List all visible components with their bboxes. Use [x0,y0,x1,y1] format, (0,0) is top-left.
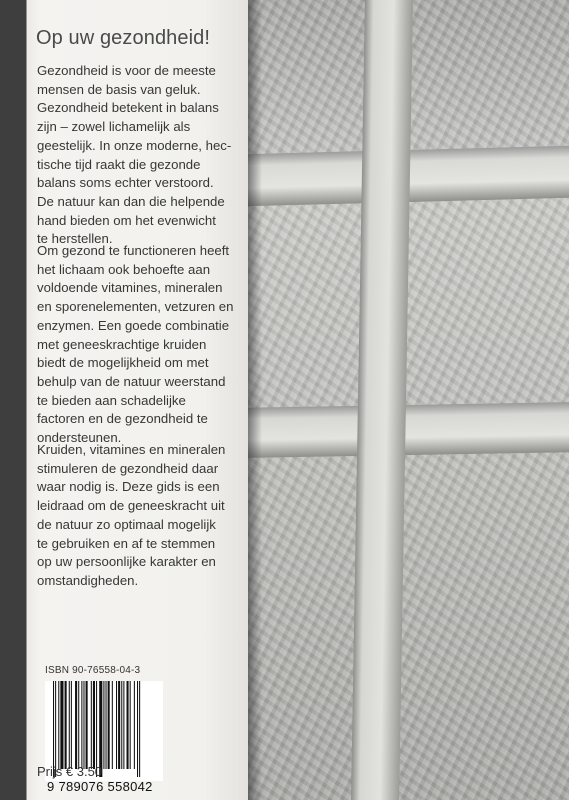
text-panel [0,0,248,800]
text-line: geestelijk. In onze moderne, hec- [37,137,232,153]
text-line: Gezondheid betekent in balans [37,100,219,116]
text-line: Om gezond te functioneren heeft [37,243,230,258]
text-line: Kruiden, vitamines en mineralen [37,442,226,457]
paragraph-2 [37,242,237,448]
text-line: leidraad om de geneeskracht uit [37,498,225,514]
text-line: factoren en de gezondheid te [37,411,208,427]
cover-title: Op uw gezondheid! [36,27,211,49]
text-line: behulp van de natuur weerstand [37,373,226,389]
text-line: omstandigheden. [37,572,139,588]
text-line: biedt de mogelijkheid om met [37,355,209,371]
text-line: de natuur zo optimaal mogelijk [37,516,216,532]
text-line: waar nodig is. Deze gids is een [37,479,220,495]
text-line: balans soms echter verstoord. [37,175,214,191]
text-line: tische tijd raakt die gezonde [37,156,201,172]
text-line: enzymen. Een goede combinatie [37,317,230,333]
text-line: en sporenelementen, vetzuren en [37,299,234,315]
text-line: met geneeskrachtige kruiden [37,336,207,352]
barcode-bars [53,681,157,777]
text-line: te bieden aan schadelijke [37,392,186,408]
paragraph-3 [37,441,237,591]
text-line: hand bieden om het evenwicht [37,212,216,228]
text-line: te herstellen. [37,231,113,247]
text-line: het lichaam ook behoefte aan [37,261,211,277]
text-line: ondersteunen. [37,430,122,446]
text-line: te gebruiken en af te stemmen [37,535,216,551]
text-line: stimuleren de gezondheid daar [37,460,219,476]
price-text: Prijs € 3.50 [37,764,103,779]
isbn-text: ISBN 90-76558-04-3 [45,665,141,676]
herb-box-photo [248,0,569,800]
wooden-divider [248,402,569,458]
text-line: voldoende vitamines, mineralen [37,280,223,296]
text-line: zijn – zowel lichamelijk als [37,119,191,135]
text-line: op uw persoonlijke karakter en [37,554,216,570]
barcode-digits: 9 789076 558042 [47,779,153,794]
text-line: Gezondheid is voor de meeste [37,63,216,78]
text-line: mensen de basis van geluk. [37,81,201,97]
paragraph-1 [37,62,237,249]
text-line: De natuur kan dan die helpende [37,193,225,209]
